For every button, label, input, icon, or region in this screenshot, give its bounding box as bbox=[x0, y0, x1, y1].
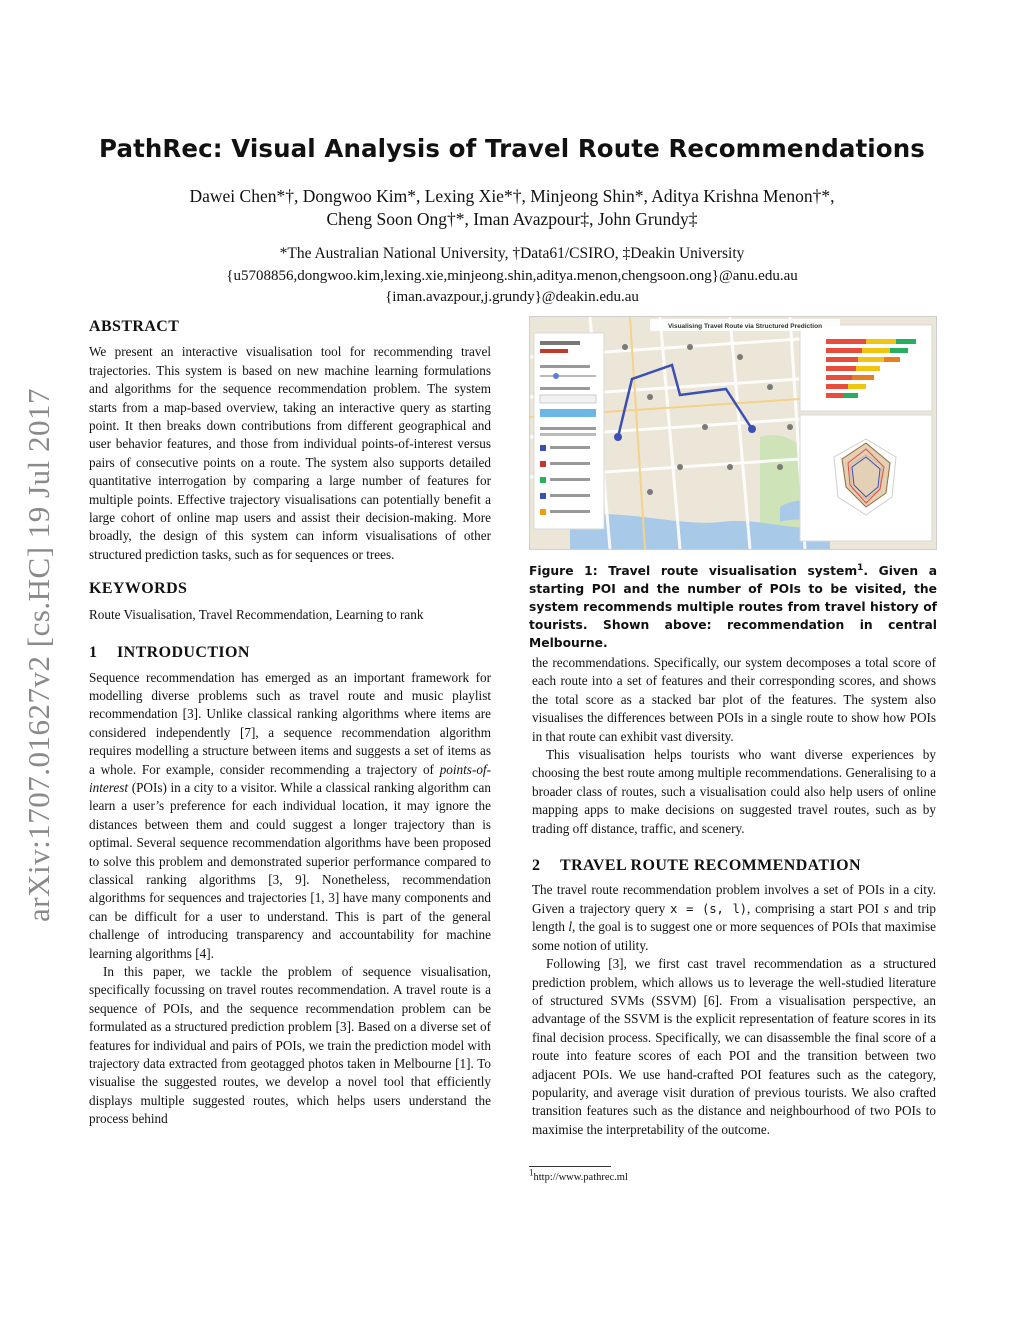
figure-1-caption bbox=[529, 562, 937, 652]
abstract-heading: ABSTRACT bbox=[89, 318, 180, 335]
sec2-p1-text-d: , the goal is to suggest one or more sequences of POIs that maximise some notion of utility. bbox=[532, 919, 936, 953]
intro-p1-text-b: (POIs) in a city to a visitor. While a classical ranking algorithm can learn a user’s preference for each individual location, it may ignore the distances between them and could suggest a longer trajectory than is optimal. Several sequence recommendation algorithms have been proposed to solve this problem and demonstrated superior performance compared to classical ranking algorithms [3, 9]. Nonetheless, recommendation algorithms for sequences and trajectories [1, 3] have many components and can be difficult for a user to understand. This is part of the general challenge of introducing transparency and accountability for machine learning algorithms [4]. bbox=[89, 779, 491, 961]
figure-1-screenshot bbox=[529, 316, 937, 550]
right-paragraph-2: This visualisation helps tourists who want diverse experiences by choosing the best route among multiple recommendations. Generalising to a broader class of routes, such a visualisation could also help users of online mapping apps to make decisions on suggested travel routes, such as by trading off distance, traffic, and scenery. bbox=[532, 747, 936, 836]
emails-line-2: {iman.avazpour,j.grundy}@deakin.edu.au bbox=[385, 288, 639, 305]
intro-p1-emphasis: points-of-interest bbox=[89, 761, 491, 795]
section-title: INTRODUCTION bbox=[117, 644, 250, 662]
section-heading-travel-route bbox=[532, 857, 936, 875]
var-s: s bbox=[883, 900, 889, 916]
authors-line-2: Cheng Soon Ong†*, Iman Avazpour‡, John Grundy‡ bbox=[326, 209, 698, 229]
section2-paragraph-2: Following [3], we first cast travel recommendation as a structured prediction problem, which allows us to leverage the well-studied literature of structured SVMs (SSVM) [6]. From a visualisation perspective, an advantage of the SSVM is the explicit representation of feature scores in its final decision process. Specifically, we can disassemble the final score of a route into feature scores of each POI and the transition between two adjacent POIs. We use hand-crafted POI features such as the category, popularity, and average visit duration of previous tourists. We also crafted transition features such as the distance and neighbourhood of two POIs to maximise the interpretability of the outcome. bbox=[532, 956, 936, 1137]
var-l: l bbox=[568, 919, 573, 935]
abstract-text: We present an interactive visualisation tool for recommending travel trajectories. This system is based on new machine learning formulations and algorithms for the sequence recommendation problem. The system starts from a map-based overview, taking an interactive query as starting point. It then breaks down contributions from different geographical and user behavior features, and those from individual points-of-interest versus pairs of consecutive points on a route. The system also supports detailed quantitative interrogation by comparing a large number of features for multiple points. Effective trajectory visualisations can potentially benefit a large cohort of online map users and assist their decision-making. More broadly, the design of this system can inform visualisations of other structured prediction tasks, such as for sequences or trees. bbox=[89, 344, 491, 562]
sec2-p1-text-b: , comprising a start POI bbox=[747, 900, 884, 916]
caption-label: Figure 1: Travel route visualisation system bbox=[529, 564, 858, 578]
author-list bbox=[80, 185, 944, 231]
recommend-button bbox=[540, 409, 596, 417]
control-panel bbox=[534, 333, 604, 529]
intro-p1-text-a: Sequence recommendation has emerged as an important framework for modelling diverse problems such as travel route and music playlist recommendation [3]. Unlike classical ranking algorithms where items are considered independently [7], a sequence recommendation algorithm requires modelling a structure between items and suggests a set of items as a whole. For example, consider recommending a trajectory of bbox=[89, 669, 491, 777]
sec2-p1-text-c: and trip length bbox=[532, 900, 936, 935]
footnote bbox=[529, 1167, 628, 1183]
intro-paragraph-2: In this paper, we tackle the problem of sequence visualisation, specifically focussing on travel routes recommendation. A travel route is a sequence of POIs, and the sequence recommendation problem can be formulated as a structured prediction problem [3]. Based on a diverse set of features for individual and pairs of POIs, we train the prediction model with trajectory data extracted from geotagged photos taken in Melbourne [1]. To visualise the suggested routes, we develop a novel tool that efficiently displays multiple suggested routes, which helps users understand the process behind bbox=[89, 964, 491, 1127]
emails-line-1: {u5708856,dongwoo.kim,lexing.xie,minjeong.shin,aditya.menon,chengsoon.ong}@anu.edu.au bbox=[226, 268, 798, 284]
section-number: 1 bbox=[89, 644, 98, 662]
email-list bbox=[80, 266, 944, 307]
paper-title: PathRec: Visual Analysis of Travel Route Recommendations bbox=[99, 134, 925, 163]
caption-text: . Given a starting POI and the number of POIs to be visited, the system recommends multiple routes from travel history of tourists. Shown above: recommendation in central Melbourne. bbox=[529, 564, 937, 650]
query-formula: x = (s, l) bbox=[670, 901, 748, 916]
section-heading-introduction bbox=[89, 644, 491, 662]
section2-paragraph-1 bbox=[532, 881, 936, 955]
left-column bbox=[89, 318, 491, 1129]
intro-paragraph-1 bbox=[89, 669, 491, 964]
section-number: 2 bbox=[532, 857, 541, 875]
sec2-p1-text-a: The travel route recommendation problem involves a set of POIs in a city. Given a trajectory query bbox=[532, 882, 936, 916]
affiliations: *The Australian National University, †Data61/CSIRO, ‡Deakin University bbox=[279, 245, 745, 262]
keywords-text: Route Visualisation, Travel Recommendation, Learning to rank bbox=[89, 606, 424, 622]
footnote-number: 1 bbox=[529, 1167, 534, 1178]
footnote-rule bbox=[529, 1166, 611, 1167]
panel-title: Visualising Travel Route via Structured Prediction bbox=[667, 323, 823, 330]
arxiv-id: arXiv:1707.01627v2 [cs.HC] 19 Jul 2017 bbox=[21, 388, 56, 922]
section-title: TRAVEL ROUTE RECOMMENDATION bbox=[560, 857, 861, 875]
right-column bbox=[532, 654, 936, 1139]
right-paragraph-1: the recommendations. Specifically, our system decomposes a total score of each route into a set of features and their corresponding scores, and shows the total score as a stacked bar plot of the features. The system also visualises the differences between POIs in a single route to show how POIs in that route can exhibit vast diversity. bbox=[532, 655, 936, 744]
caption-footnote-mark: 1 bbox=[857, 562, 864, 573]
map-illustration bbox=[530, 317, 936, 549]
footnote-link[interactable]: http://www.pathrec.ml bbox=[533, 1172, 628, 1183]
keywords-heading: KEYWORDS bbox=[89, 580, 188, 598]
arxiv-stamp bbox=[14, 360, 64, 950]
authors-line-1: Dawei Chen*†, Dongwoo Kim*, Lexing Xie*†, Minjeong Shin*, Aditya Krishna Menon†*, bbox=[189, 186, 835, 206]
